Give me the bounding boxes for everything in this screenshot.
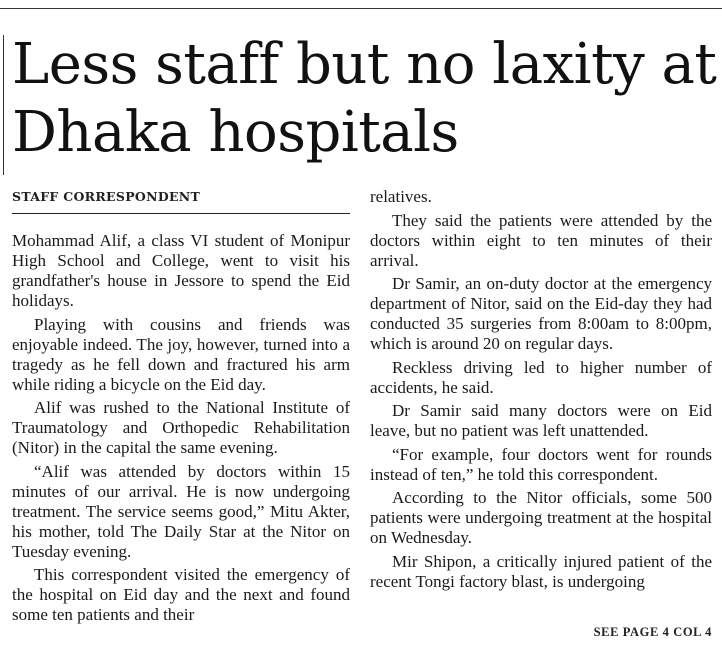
paragraph: Mohammad Alif, a class VI student of Monipur High School and College, went to visit his grandfather's house in Jessore to spend the Eid holidays. [12, 231, 350, 310]
paragraph: According to the Nitor officials, some 500 patients were undergoing treatment at the hospital on Wednesday. [370, 488, 712, 547]
article-column-left [12, 231, 350, 629]
byline-rule [12, 213, 350, 214]
paragraph: “Alif was attended by doctors within 15 minutes of our arrival. He is now undergoing treatment. The service seems good,” Mitu Akter, his mother, told The Daily Star at the Nitor on Tuesday evening. [12, 461, 350, 561]
paragraph: They said the patients were attended by the doctors within eight to ten minutes of their arrival. [370, 210, 712, 270]
continuation-jump-line: SEE PAGE 4 COL 4 [593, 625, 712, 639]
paragraph: Reckless driving led to higher number of accidents, he said. [370, 357, 712, 397]
paragraph: This correspondent visited the emergency of the hospital on Eid day and the next and found some ten patients and their [12, 565, 350, 624]
paragraph: Alif was rushed to the National Institute of Traumatology and Orthopedic Rehabilitation (Nitor) in the capital the same evening. [12, 398, 350, 457]
left-rule [3, 35, 4, 175]
byline: STAFF CORRESPONDENT [12, 189, 201, 204]
paragraph: Playing with cousins and friends was enjoyable indeed. The joy, however, turned into a tragedy as he fell down and fractured his arm while riding a bicycle on the Eid day. [12, 314, 350, 394]
paragraph: Mir Shipon, a critically injured patient of the recent Tongi factory blast, is undergoing [370, 551, 712, 591]
paragraph-continuation: relatives. [370, 187, 432, 206]
paragraph: “For example, four doctors went for rounds instead of ten,” he told this correspondent. [370, 444, 712, 484]
headline: Less staff but no laxity at Dhaka hospitals [12, 32, 717, 165]
article-column-right [370, 187, 712, 595]
top-rule [0, 8, 722, 9]
paragraph: Dr Samir said many doctors were on Eid leave, but no patient was left unattended. [370, 401, 712, 440]
paragraph: Dr Samir, an on-duty doctor at the emergency department of Nitor, said on the Eid-day they had conducted 35 surgeries from 8:00am to 8:00pm, which is around 20 on regular days. [370, 274, 712, 353]
